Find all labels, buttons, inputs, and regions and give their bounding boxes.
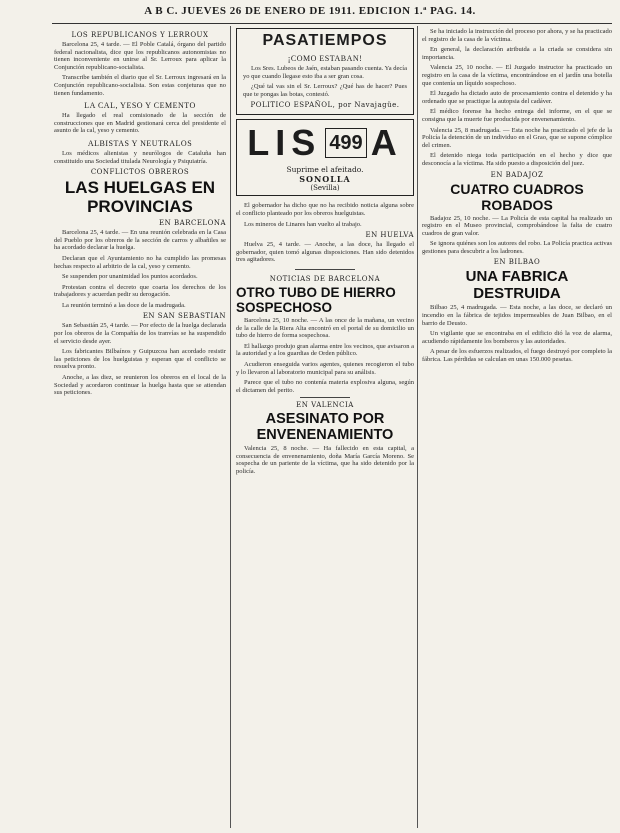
headline-asesinato: ASESINATO POR ENVENENAMIENTO — [256, 411, 394, 444]
article-paragraph: San Sebastián 25, 4 tarde. — Por efecto de la huelga declarada por los obreros de la Compañía de los tranvías se ha suspendido el servicio desde ayer. — [54, 322, 226, 345]
section-kicker: CONFLICTOS OBREROS — [90, 168, 190, 177]
column-3 — [422, 28, 612, 828]
lis-tagline: Suprime el afeitado. — [286, 165, 364, 175]
pasatiempos-title: PASATIEMPOS — [262, 32, 388, 49]
article-paragraph: Badajoz 25, 10 noche. — La Policía de esta capital ha realizado un registro en el Museo provincial, comprobándose la falta de cuatro cuadros de gran valor. — [422, 214, 612, 237]
article-paragraph: Valencia 25, 10 noche. — El Juzgado instructor ha practicado un registro en la casa de la víctima, encontrándose en el jardín una botella que contenía un líquido sospechoso. — [422, 64, 612, 87]
article-paragraph: El Juzgado ha dictado auto de procesamiento contra el detenido y ha ordenado que se practique la autopsia del cadáver. — [422, 90, 612, 105]
article-paragraph: Valencia 25, 8 madrugada. — Esta noche ha practicado el jefe de la Policía la detención de un individuo en el Grao, que se supone cómplice del crimen. — [422, 126, 612, 149]
pasatiempos-footer: POLITICO ESPAÑOL, por Navajagüe. — [250, 101, 400, 110]
page-header: A B C. JUEVES 26 DE ENERO DE 1911. EDICION 1.ª PAG. 14. — [144, 5, 476, 17]
lis-maker: SONOLLA — [299, 174, 351, 185]
article-paragraph: Parece que el tubo no contenía materia explosiva alguna, según el dictamen del perito. — [236, 379, 414, 394]
pasatiempos-text: Los Sres. Lubeos de Jaén, estaban pasando cuenta. Ya decía yo que cuando llegase esto iba a ser gran cosa. — [243, 65, 407, 80]
lis-location: (Sevilla) — [310, 184, 340, 193]
article-paragraph: El detenido niega toda participación en el hecho y dice que desconocía a la víctima. Ha sido puesto a disposición del juez. — [422, 152, 612, 167]
article-paragraph: Se suspenden por unanimidad los puntos acordados. — [62, 273, 198, 281]
article-paragraph: Bilbao 25, 4 madrugada. — Esta noche, a las doce, se declaró un incendio en la fábrica de tejidos impermeables de Juan Bilbao, en el barrio de Deusto. — [422, 304, 612, 327]
lis-brand-left: LIS — [247, 122, 322, 164]
headline-fabrica: UNA FABRICA DESTRUIDA — [465, 268, 569, 303]
article-paragraph: Un vigilante que se encontraba en el edificio dió la voz de alarma, acudiendo rápidamente los bomberos y las autoridades. — [422, 330, 612, 345]
article-paragraph: Los médicos alienistas y neurólogos de Cataluña han constituido una Sociedad titulada Neurología y Psiquiatría. — [54, 149, 226, 165]
section-kicker: EN BILBAO — [493, 258, 541, 267]
pasatiempos-box — [236, 28, 414, 115]
divider-rule — [300, 397, 350, 398]
article-paragraph: Se ignora quiénes son los autores del robo. La Policía practica activas gestiones para descubrir a los ladrones. — [422, 240, 612, 255]
section-kicker: EN VALENCIA — [296, 401, 354, 410]
dateline-label: EN SAN SEBASTIAN — [142, 312, 226, 321]
dateline-label: EN BARCELONA — [159, 219, 226, 228]
subheading: ALBISTAS Y NEUTRALOS — [87, 138, 193, 148]
headline-huelgas: LAS HUELGAS EN PROVINCIAS — [64, 178, 216, 217]
headline-tubo: OTRO TUBO DE HIERRO SOSPECHOSO — [236, 284, 396, 315]
article-paragraph: El médico forense ha hecho entrega del informe, en el que se consigna que la muerte fue producida por envenenamiento. — [422, 108, 612, 123]
lis-number: 499 — [325, 128, 366, 158]
article-paragraph: Huelva 25, 4 tarde. — Anoche, a las doce, ha llegado el gobernador, quien tomó algunas disposiciones. Han sido detenidos tres agitadores. — [236, 241, 414, 264]
column-divider — [230, 26, 231, 828]
article-paragraph: El hallazgo produjo gran alarma entre los vecinos, que avisaron a la autoridad y a los guardias de Orden público. — [236, 342, 414, 358]
pasatiempos-text: ¿Qué tal vas sin el Sr. Lerroux? ¿Qué has de hacer? Pues que te pongas las botas, contestó. — [243, 83, 407, 98]
article-paragraph: Protestan contra el decreto que coarta los derechos de los trabajadores y acuerdan pedir su derogación. — [54, 283, 226, 299]
headline-cuadros: CUATRO CUADROS ROBADOS — [450, 180, 584, 213]
divider-rule — [295, 269, 355, 270]
lis-advertisement — [236, 119, 414, 196]
section-kicker: NOTICIAS DE BARCELONA — [269, 274, 381, 283]
article-paragraph: Barcelona 25, 4 tarde. — En una reunión celebrada en la Casa del Pueblo por los obreros de la sección de carros y albañiles se ha acordado declarar la huelga. — [54, 229, 226, 252]
article-paragraph: Los mineros de Linares han vuelto al trabajo. — [244, 220, 362, 228]
lis-brand-right: A — [370, 122, 403, 164]
column-1 — [54, 28, 226, 828]
section-kicker: EN BADAJOZ — [490, 170, 544, 179]
article-paragraph: Acudieron enseguida varios agentes, quienes recogieron el tubo y lo llevaron al laboratorio municipal para su análisis. — [236, 360, 414, 376]
column-divider — [417, 26, 418, 828]
section-kicker: LOS REPUBLICANOS Y LERROUX — [71, 31, 209, 39]
article-paragraph: Barcelona 25, 4 tarde. — El Poble Catalá, órgano del partido federal nacionalista, dice que los republicanos autonomistas no tienen inconveniente en unirse al Sr. Lerroux para aplicar la Conjunción republicano-socialista. — [54, 41, 226, 71]
article-paragraph: El gobernador ha dicho que no ha recibido noticia alguna sobre el conflicto planteado por los obreros huelguistas. — [236, 202, 414, 217]
header-rule — [52, 23, 612, 24]
dateline-label: EN HUELVA — [365, 231, 414, 240]
article-paragraph: Transcribe también el diario que el Sr. Lerroux ingresará en la Conjunción republicano-socialista. Son estas conjeturas que no tienen fundamento. — [54, 74, 226, 97]
article-paragraph: Los fabricantes Bilbaínos y Guipuzcoa han acordado resistir las peticiones de los huelguistas y esperan que el conflicto se resuelva pronto. — [54, 348, 226, 371]
article-paragraph: Barcelona 25, 10 noche. — A las once de la mañana, un vecino de la calle de la Riera Alta encontró en el portal de su domicilio un tubo de hierro de forma sospechosa. — [236, 316, 414, 340]
article-paragraph: Ha llegado el real comisionado de la sección de construcciones que en Madrid gestionará cerca del presidente el asunto de la cal, yeso y cemento. — [54, 112, 226, 135]
article-paragraph: A pesar de los esfuerzos realizados, el fuego destruyó por completo la fábrica. Las pérdidas se calculan en unas 150.000 pesetas. — [422, 348, 612, 364]
article-paragraph: La reunión terminó a las doce de la madrugada. — [62, 301, 186, 309]
column-2 — [236, 28, 414, 828]
subheading: LA CAL, YESO Y CEMENTO — [84, 101, 196, 111]
article-paragraph: Valencia 25, 8 noche. — Ha fallecido en esta capital, a consecuencia de envenenamiento, doña María García Moreno. Se sospecha de un pariente de la víctima, que ha sido detenido por la policía. — [236, 445, 414, 476]
article-paragraph: Declaran que el Ayuntamiento no ha cumplido las promesas hechas respecto al arbitrio de la cal, yeso y cemento. — [54, 254, 226, 270]
pasatiempos-subtitle: ¡COMO ESTABAN! — [287, 54, 363, 63]
article-paragraph: Se ha iniciado la instrucción del proceso por ahora, y se ha practicado el registro de la casa de la víctima. — [422, 28, 612, 43]
article-paragraph: Anoche, a las diez, se reunieron los obreros en el local de la Sociedad y acordaron continuar la huelga hasta que se atiendan sus peticiones. — [54, 374, 226, 397]
article-paragraph: En general, la declaración atribuida a la criada se considera sin importancia. — [422, 46, 612, 61]
